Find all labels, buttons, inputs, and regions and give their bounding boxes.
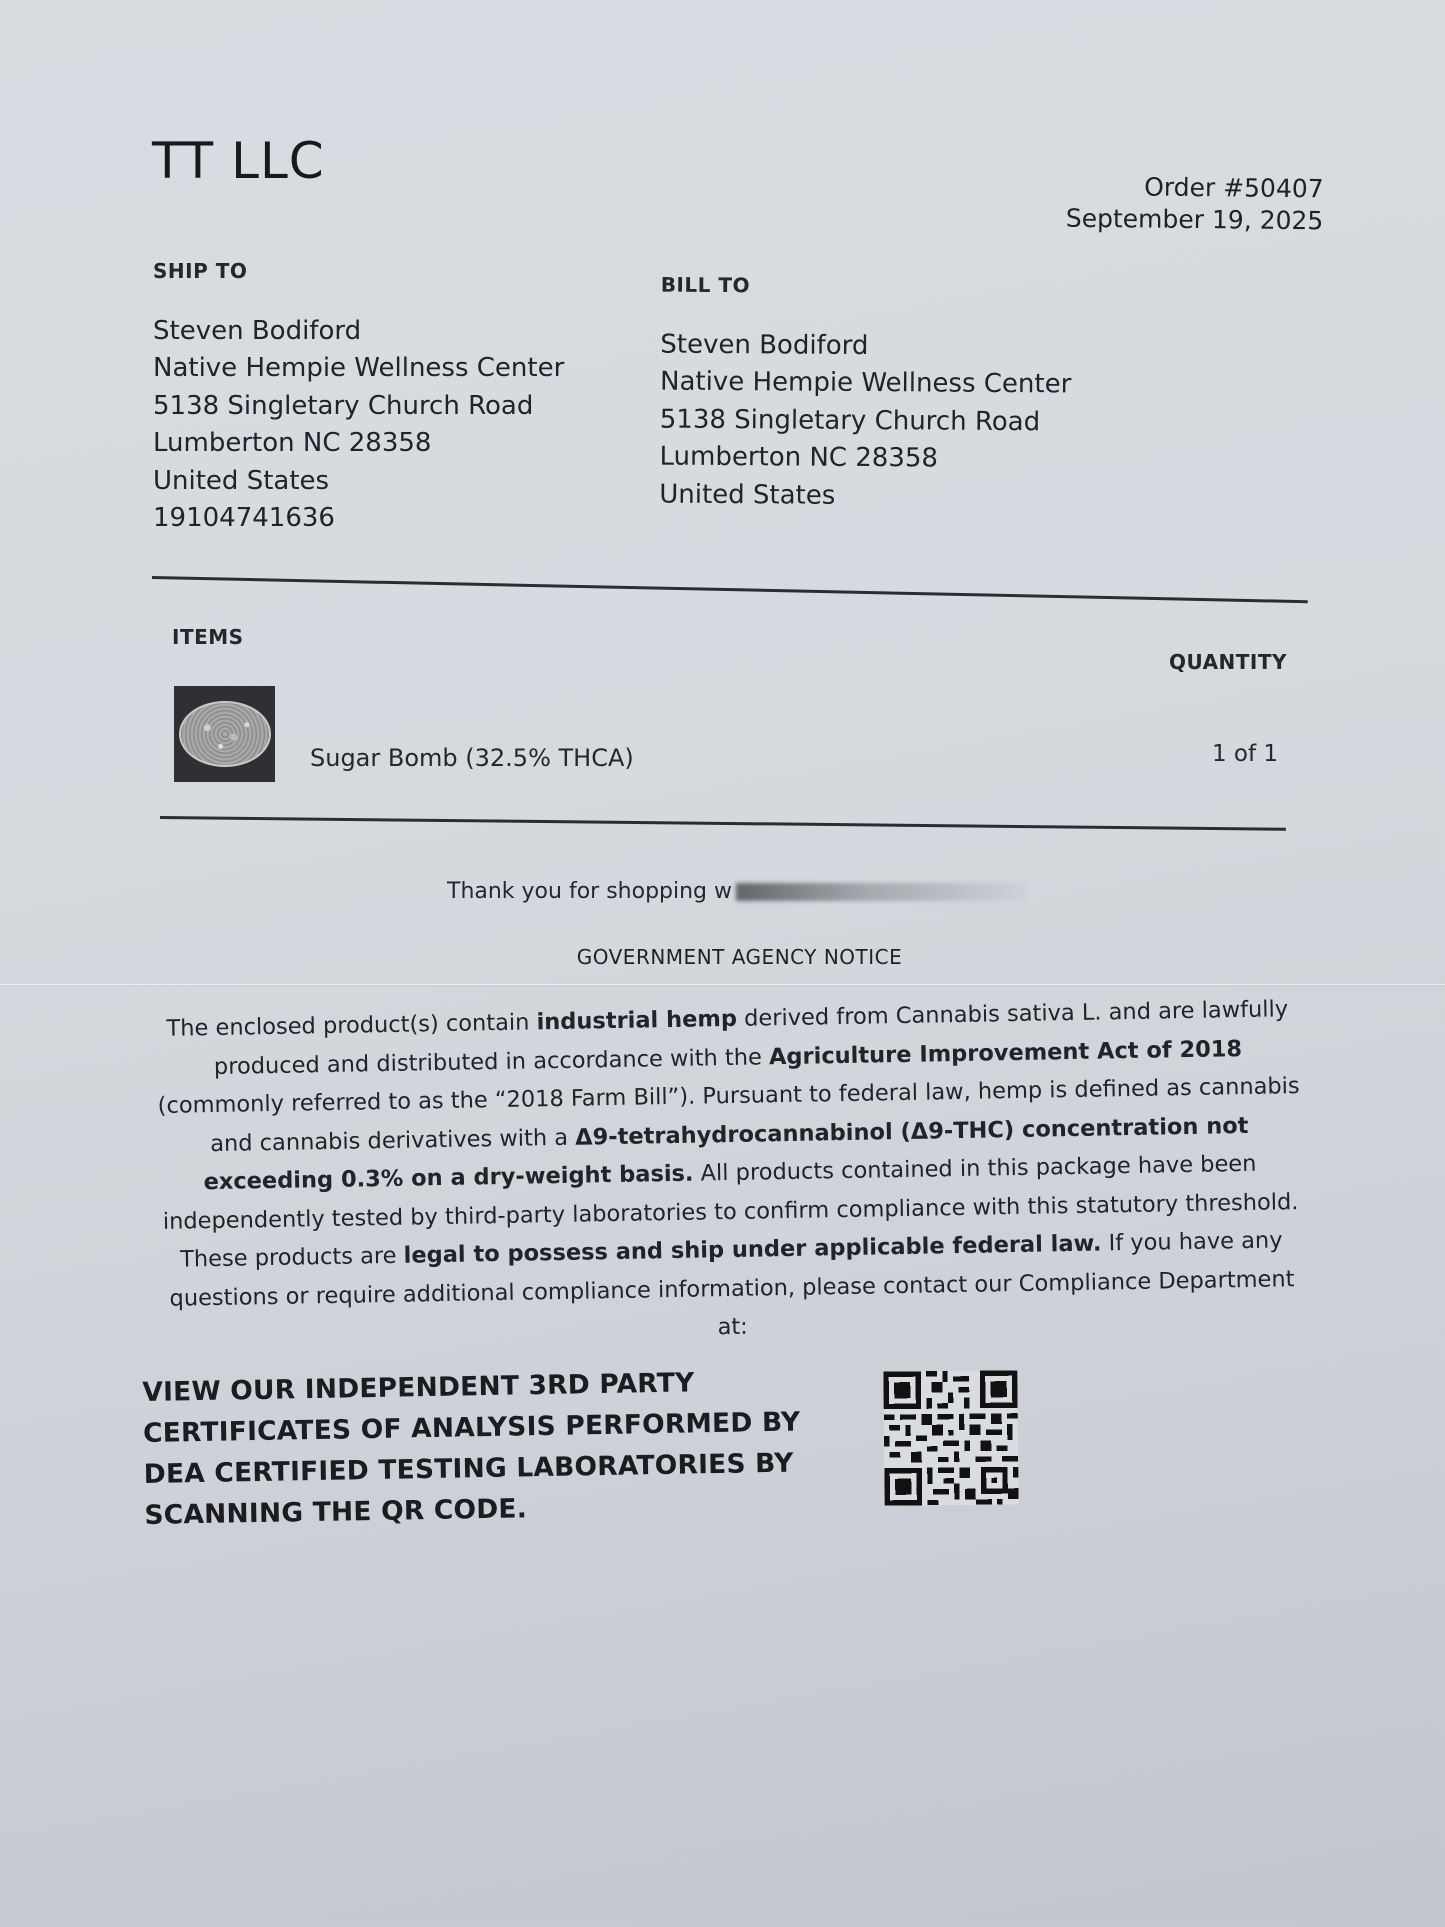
notice-text-4: All products contained in this package have been independently tested by third-party laboratories to confirm compliance with this statutory threshold. These products are (162, 1150, 1299, 1273)
ship-to-phone: 19104741636 (153, 503, 335, 533)
quantity-header: QUANTITY (1168, 650, 1287, 674)
product-bud-graphic (179, 701, 271, 767)
notice-body (147, 990, 1313, 1357)
product-quantity: 1 of 1 (1211, 741, 1278, 767)
order-info (1065, 171, 1323, 238)
company-name: TT LLC (152, 132, 325, 190)
notice-bold-2: Agriculture Improvement Act of 2018 (768, 1035, 1243, 1070)
notice-text-3: (commonly referred to as the “2018 Farm Bill”). Pursuant to federal law, hemp is defined as cannabis and cannabis derivatives with a (157, 1073, 1300, 1157)
notice-text-1: The enclosed product(s) contain (166, 1009, 537, 1042)
notice-text-2: derived from Cannabis sativa L. and are lawfully produced and distributed in accordance with the (213, 996, 1289, 1080)
ship-to-block (153, 253, 564, 538)
bill-to-label: BILL TO (660, 272, 751, 298)
blurred-text (736, 883, 1026, 901)
divider-top (152, 576, 1308, 603)
notice-bold-4: legal to possess and ship under applicable federal law. (403, 1230, 1102, 1269)
paper-fold-line (0, 984, 1445, 985)
ship-to-city: Lumberton NC 28358 (153, 428, 432, 458)
order-number: Order #50407 (1143, 172, 1324, 204)
ship-to-country: United States (153, 465, 330, 496)
bill-to-country: United States (659, 479, 836, 511)
bill-to-street: 5138 Singletary Church Road (659, 404, 1041, 437)
order-date: September 19, 2025 (1065, 203, 1323, 236)
ship-to-street: 5138 Singletary Church Road (153, 390, 534, 421)
thank-you-line (447, 879, 1026, 904)
product-image (174, 686, 275, 782)
bill-to-name: Steven Bodiford (660, 329, 869, 361)
coa-instructions: VIEW OUR INDEPENDENT 3RD PARTY CERTIFICATES OF ANALYSIS PERFORMED BY DEA CERTIFIED TESTING LABORATORIES BY SCANNING THE QR CODE. (142, 1367, 801, 1531)
notice-bold-1: industrial hemp (536, 1005, 738, 1036)
notice-text-5: If you have any questions or require additional compliance information, please contact our Compliance Department at: (169, 1227, 1295, 1341)
notice-bold-3: Δ9-tetrahydrocannabinol (Δ9-THC) concentration not exceeding 0.3% on a dry-weight basis. (203, 1112, 1249, 1196)
product-name: Sugar Bomb (32.5% THCA) (310, 744, 634, 772)
ship-to-label: SHIP TO (153, 259, 248, 283)
ship-to-company: Native Hempie Wellness Center (153, 353, 565, 383)
items-header: ITEMS (172, 625, 244, 649)
qr-code-icon[interactable] (883, 1367, 1018, 1508)
bill-to-block (659, 267, 1072, 517)
ship-to-name: Steven Bodiford (153, 315, 362, 346)
bill-to-company: Native Hempie Wellness Center (659, 366, 1072, 400)
divider-bottom (160, 816, 1286, 830)
thank-you-text: Thank you for shopping w (447, 879, 733, 904)
bill-to-city: Lumberton NC 28358 (659, 441, 939, 474)
notice-title: GOVERNMENT AGENCY NOTICE (576, 945, 903, 969)
